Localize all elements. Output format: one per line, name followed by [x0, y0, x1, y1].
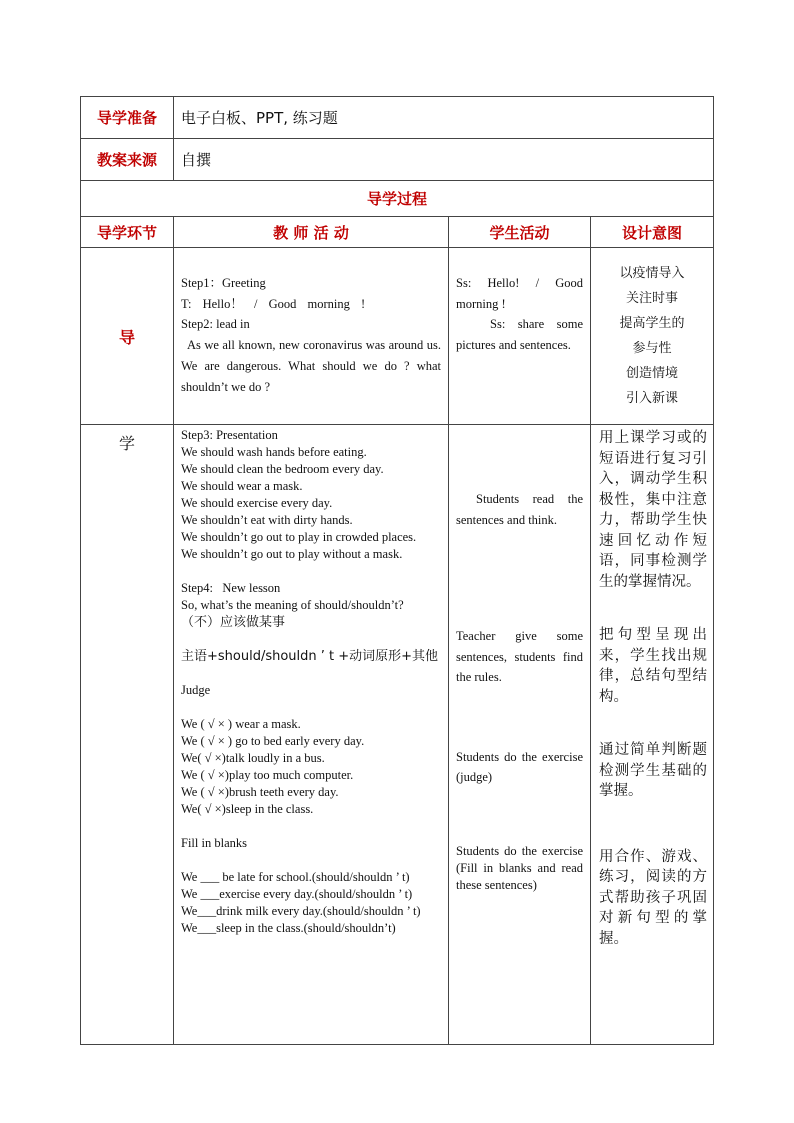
prep-value: 电子白板、PPT, 练习题 [174, 97, 714, 139]
prep-label: 导学准备 [81, 97, 174, 139]
xue-intent-paragraph: 通过简单判断题检测学生基础的掌握。 [599, 742, 708, 799]
section-xue [81, 425, 714, 1045]
dao-teacher-line: Step2: lead in [181, 317, 250, 332]
column-header-row [81, 217, 714, 248]
dao-teacher-line: Step1：Greeting [181, 276, 266, 290]
dao-student-line: Ss: Hello! / Good morning ! [456, 276, 583, 311]
dao-student [449, 248, 591, 425]
step3-sentence: We should clean the bedroom every day. [181, 462, 384, 476]
xue-teacher [174, 425, 449, 1045]
dao-teacher-line: T: Hello！ / Good morning ! [181, 296, 366, 311]
col-intent: 设计意图 [591, 217, 714, 248]
dao-student-line: Ss: share some pictures and sentences. [456, 317, 583, 353]
xue-student [449, 425, 591, 1045]
source-value: 自撰 [174, 139, 714, 181]
judge-item: We ( √ ×)play too much computer. [181, 768, 354, 782]
step3-sentence: We shouldn’t eat with dirty hands. [181, 513, 353, 527]
judge-item: We ( √ × ) wear a mask. [181, 717, 301, 731]
judge-item: We( √ ×)talk loudly in a bus. [181, 751, 325, 765]
dao-intent-line: 创造情境 [626, 366, 679, 381]
step3-sentence: We should exercise every day. [181, 496, 333, 510]
xue-intent-paragraph: 用合作、游戏、练习，阅读的方式帮助孩子巩固对新句型的掌握。 [599, 848, 708, 947]
source-row [81, 139, 714, 181]
dao-intent-line: 提高学生的 [619, 316, 685, 331]
xue-intent-paragraph: 用上课学习或的短语进行复习引入，调动学生积极性，集中注意力，帮助学生快速回忆动作短语，同事检测学生的掌握情况。 [599, 430, 708, 590]
xue-student-line: Students do the exercise (judge) [456, 749, 583, 784]
xue-student-line: Teacher give some sentences, students find the rules. [456, 629, 583, 684]
stage-dao: 导 [81, 248, 174, 425]
judge-item: We ( √ ×)brush teeth every day. [181, 785, 339, 799]
step4-question: So, what’s the meaning of should/shouldn’t? [181, 598, 404, 612]
fill-item: We___drink milk every day.(should/shouldn ’ t) [181, 904, 421, 918]
judge-title: Judge [181, 683, 211, 697]
xue-student-line: Students do the exercise (Fill in blanks and read these sentences) [456, 843, 583, 892]
xue-intent [591, 425, 714, 1045]
col-student: 学生活动 [449, 217, 591, 248]
fill-item: We ___ be late for school.(should/shouldn ’ t) [181, 870, 410, 884]
process-row [81, 181, 714, 217]
col-teacher: 教 师 活 动 [174, 217, 449, 248]
step3-sentence: We should wash hands before eating. [181, 445, 367, 459]
fill-title: Fill in blanks [181, 836, 247, 850]
dao-teacher-line: As we all known, new coronavirus was around us. We are dangerous. What should we do ? what shouldn’t we do ? [181, 338, 441, 394]
xue-student-line: Students read the sentences and think. [456, 492, 583, 527]
step3-sentence: We shouldn’t go out to play without a mask. [181, 547, 403, 561]
judge-item: We ( √ × ) go to bed early every day. [181, 734, 365, 748]
step3-sentence: We shouldn’t go out to play in crowded places. [181, 530, 417, 544]
fill-item: We ___exercise every day.(should/shouldn ’ t) [181, 887, 413, 901]
prep-row [81, 97, 714, 139]
stage-xue: 学 [81, 425, 174, 1045]
xue-intent-paragraph: 把句型呈现出来，学生找出规律，总结句型结构。 [599, 627, 708, 705]
section-dao [81, 248, 714, 425]
judge-item: We( √ ×)sleep in the class. [181, 802, 314, 816]
step3-title: Step3: Presentation [181, 428, 278, 442]
dao-intent [591, 248, 714, 425]
dao-intent-line: 以疫情导入 [619, 266, 685, 281]
dao-intent-line: 参与性 [632, 341, 672, 356]
dao-intent-line: 关注时事 [626, 291, 679, 306]
lesson-plan-table [80, 96, 714, 1045]
dao-teacher [174, 248, 449, 425]
source-label: 教案来源 [81, 139, 174, 181]
fill-item: We___sleep in the class.(should/shouldn’t) [181, 921, 396, 935]
dao-intent-line: 引入新课 [626, 391, 679, 406]
process-title: 导学过程 [81, 181, 714, 217]
step4-structure: 主语+should/shouldn ’ t +动词原形+其他 [181, 649, 439, 664]
col-stage: 导学环节 [81, 217, 174, 248]
step4-meaning: （不）应该做某事 [181, 615, 286, 630]
step3-sentence: We should wear a mask. [181, 479, 303, 493]
step4-title: Step4: New lesson [181, 581, 281, 595]
